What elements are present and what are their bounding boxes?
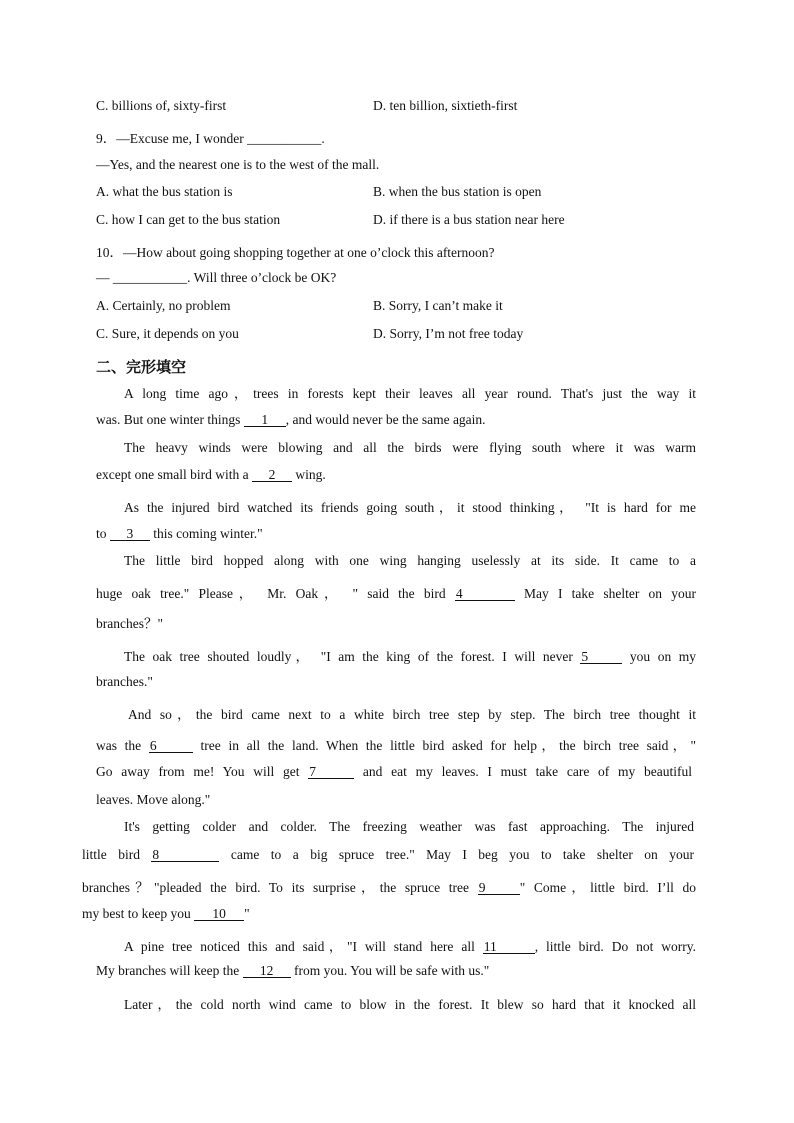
passage-p6-line2 [96,734,696,754]
passage-p1-line2 [96,412,486,428]
passage-p7-line3 [82,876,696,896]
q9-stem-text: 9．—Excuse me, I wonder [96,131,248,146]
passage-p2-line2 [96,467,326,483]
cloze-blank-7: 7 [308,765,354,779]
passage-text: to [96,526,110,541]
passage-text: , and would never be the same again. [285,412,486,427]
cloze-blank-12: 12 [243,964,291,978]
q10-option-d: D. Sorry, I’m not free today [373,326,524,341]
q10-option-b: B. Sorry, I can’t make it [373,298,503,313]
q9-blank: ___________ [247,131,322,146]
passage-p6-line4: leaves. Move along." [96,792,211,807]
passage-p4-line1: The little bird hopped along with one wing hanging uselessly at its side. It came to a [124,553,696,568]
passage-text: " [244,906,250,921]
passage-p8-line1 [124,935,696,955]
q8-option-d: D. ten billion, sixtieth-first [373,98,518,113]
q9-stem-end: . [321,131,325,146]
q9-reply: —Yes, and the nearest one is to the west of the mall. [96,157,380,172]
q10-option-c: C. Sure, it depends on you [96,326,239,341]
cloze-blank-3: 3 [110,527,150,541]
passage-p1-line1: A long time ago，trees in forests kept their leaves all year round. That's just the way it [124,386,696,401]
cloze-blank-10: 10 [194,907,244,921]
q9-option-b: B. when the bus station is open [373,184,542,199]
passage-text: May I take shelter on your [514,586,696,601]
passage-p5-line1 [124,645,696,665]
passage-p4-line2 [96,582,696,602]
passage-text: , little bird. Do not worry. [534,939,697,954]
passage-p3-line2 [96,526,263,542]
passage-text: Go away from me! You will get [96,764,309,779]
passage-text: huge oak tree." Please， Mr. Oak， " said the bird [96,586,455,601]
passage-text: A pine tree noticed this and said，"I will stand here all [124,939,483,954]
passage-text: " Come，little bird. I’ll do [519,880,696,895]
passage-p7-line1: It's getting colder and colder. The freezing weather was fast approaching. The injured [124,819,694,834]
passage-p6-line1: And so，the bird came next to a white birch tree step by step. The birch tree thought it [128,707,696,722]
cloze-blank-5: 5 [580,650,622,664]
passage-text: wing. [291,467,326,482]
q10-reply-dash: — [96,270,113,285]
passage-p5-line2: branches." [96,674,153,689]
q9-option-a: A. what the bus station is [96,184,233,199]
cloze-blank-11: 11 [483,940,535,954]
passage-text: this coming winter." [149,526,263,541]
passage-p8-line2 [96,963,489,979]
passage-p7-line4 [82,906,250,922]
cloze-blank-2: 2 [252,468,292,482]
passage-p4-line3: branches？" [96,616,163,631]
passage-text: The oak tree shouted loudly， "I am the king of the forest. I will never [124,649,581,664]
passage-text: came to a big spruce tree." May I beg you to take shelter on your [219,847,694,862]
passage-text: was. But one winter things [96,412,244,427]
passage-text: little bird [82,847,152,862]
passage-text: was the [96,738,149,753]
cloze-blank-9: 9 [478,881,520,895]
passage-text: tree in all the land. When the little bird asked for help，the birch tree said，" [192,738,697,753]
q10-blank: ___________ [112,270,188,285]
q10-stem: 10．—How about going shopping together at one o’clock this afternoon? [96,245,495,260]
passage-text: my best to keep you [82,906,195,921]
q9-stem [96,127,325,147]
passage-p3-line1: As the injured bird watched its friends going south，it stood thinking， "It is hard for me [124,500,696,515]
passage-text: from you. You will be safe with us." [290,963,490,978]
cloze-blank-1: 1 [244,413,286,427]
passage-p9-line1: Later，the cold north wind came to blow in the forest. It blew so hard that it knocked all [124,997,696,1012]
passage-text: My branches will keep the [96,963,243,978]
cloze-blank-4: 4 [455,587,515,601]
passage-p7-line2 [82,847,694,863]
passage-p6-line3 [96,764,692,780]
passage-text: and eat my leaves. I must take care of my beautiful [354,764,692,779]
q10-reply-text: . Will three o’clock be OK? [187,270,337,285]
passage-text: except one small bird with a [96,467,252,482]
q9-option-d: D. if there is a bus station near here [373,212,565,227]
q10-option-a: A. Certainly, no problem [96,298,231,313]
q9-option-c: C. how I can get to the bus station [96,212,281,227]
section-title-cloze: 二、完形填空 [96,358,187,376]
cloze-blank-8: 8 [151,848,219,862]
passage-p2-line1: The heavy winds were blowing and all the birds were flying south where it was warm [124,440,696,455]
cloze-blank-6: 6 [149,739,193,753]
q8-option-c: C. billions of, sixty-first [96,98,227,113]
passage-text: you on my [622,649,696,664]
passage-text: branches？"pleaded the bird. To its surprise，the spruce tree [82,880,478,895]
q10-reply [96,270,336,286]
